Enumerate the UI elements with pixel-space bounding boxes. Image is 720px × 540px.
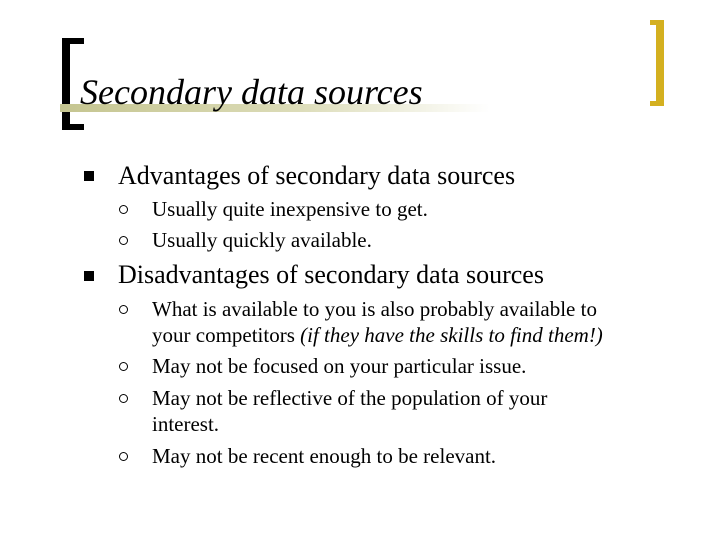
right-bracket-bottom — [650, 101, 664, 106]
section-heading: Advantages of secondary data sources — [118, 161, 516, 190]
list-item-line: May not be reflective of the population of your — [152, 386, 548, 410]
list-item-line: interest. — [152, 412, 220, 436]
left-bracket-vertical — [62, 38, 70, 130]
right-bracket-vertical — [656, 20, 664, 106]
list-item-line: What is available to you is also probably available to — [152, 297, 597, 321]
slide-title: Secondary data sources — [80, 72, 423, 112]
list-item: May not be recent enough to be relevant. — [152, 444, 497, 468]
list-item-emphasis: (if they have the skills to find them!) — [300, 323, 603, 347]
list-item — [152, 296, 603, 348]
left-bracket-bottom — [62, 124, 84, 130]
ring-bullet-icon — [119, 205, 128, 214]
list-item: May not be focused on your particular issue. — [152, 354, 527, 378]
ring-bullet-icon — [119, 452, 128, 461]
list-item-line — [152, 322, 603, 348]
list-item — [152, 385, 547, 437]
ring-bullet-icon — [119, 362, 128, 371]
ring-bullet-icon — [119, 236, 128, 245]
left-bracket-top — [62, 38, 84, 44]
square-bullet-icon — [84, 271, 94, 281]
list-item: Usually quickly available. — [152, 228, 372, 252]
right-bracket-top — [650, 20, 664, 25]
ring-bullet-icon — [119, 394, 128, 403]
ring-bullet-icon — [119, 305, 128, 314]
list-item: Usually quite inexpensive to get. — [152, 197, 428, 221]
list-item-text: your competitors — [152, 323, 301, 347]
section-heading: Disadvantages of secondary data sources — [118, 260, 544, 289]
square-bullet-icon — [84, 171, 94, 181]
